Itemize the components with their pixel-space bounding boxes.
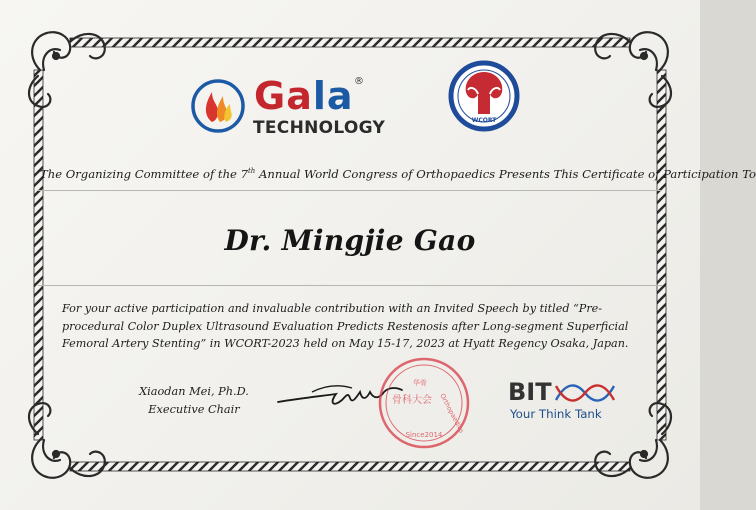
- signer-name: Xiaodan Mei, Ph.D.: [139, 385, 249, 398]
- wcort-logo: [448, 60, 520, 140]
- svg-text:Since2014: Since2014: [405, 431, 443, 439]
- presentation-statement: The Organizing Committee of the 7th Annual World Congress of Orthopaedics Presents This Certificate of Participation To: [40, 167, 756, 181]
- certificate-body: For your active participation and invaluable contribution with an Invited Speech by titled “Pre-procedural Color Duplex Ultrasound Evaluation Predicts Restenosis after Long-segment Superficial Femoral Artery Stenting” in WCORT-2023 held on May 15-17, 2023 at Hyatt Regency Osaka, Japan.: [62, 302, 629, 350]
- congress-seal-stamp: [376, 355, 472, 451]
- svg-text:华骨: 华骨: [413, 379, 427, 387]
- gala-technology-logo: [190, 74, 386, 144]
- gala-flame-icon: [190, 78, 246, 134]
- bit-tagline: Your Think Tank: [510, 407, 602, 421]
- wcort-logo-text: WCORT: [471, 117, 497, 124]
- svg-text:骨科大会: 骨科大会: [392, 395, 432, 406]
- svg-text:Orthopaedics: Orthopaedics: [438, 392, 466, 435]
- bit-logo: [498, 378, 618, 428]
- dna-helix-icon: [554, 380, 616, 406]
- signer-block: [128, 383, 260, 419]
- recipient-name: Dr. Mingjie Gao: [224, 224, 476, 257]
- gala-subtitle: TECHNOLOGY: [253, 118, 386, 138]
- bit-wordmark: BIT: [508, 378, 552, 406]
- signer-title: Executive Chair: [148, 403, 240, 416]
- divider-bottom: [38, 285, 662, 286]
- divider-top: [38, 190, 662, 191]
- registered-mark: ®: [354, 76, 364, 87]
- gala-wordmark: Gala: [254, 74, 354, 118]
